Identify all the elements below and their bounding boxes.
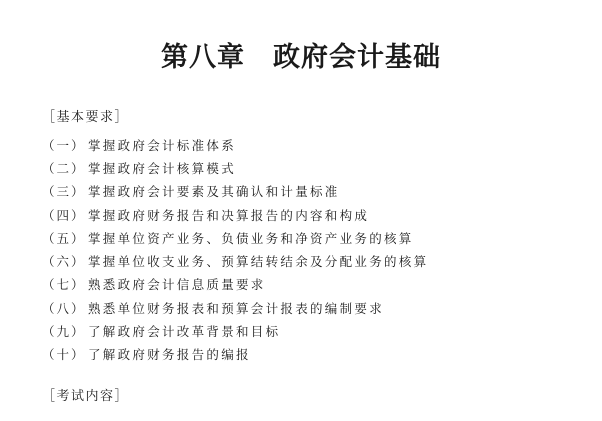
requirement-text: 熟悉政府会计信息质量要求	[88, 277, 266, 293]
heading-open-bracket: ［	[42, 110, 57, 125]
requirement-text: 了解政府财务报告的编报	[88, 347, 251, 363]
requirement-text: 掌握单位收支业务、预算结转结余及分配业务的核算	[88, 254, 429, 270]
basic-requirements-heading	[42, 109, 129, 127]
requirement-number: （十）	[42, 347, 86, 363]
exam-content-heading	[42, 388, 129, 406]
requirement-text: 掌握政府会计标准体系	[88, 137, 237, 153]
requirement-number: （九）	[42, 324, 86, 340]
requirement-number: （六）	[42, 254, 86, 270]
requirement-text: 掌握政府会计核算模式	[88, 160, 237, 176]
exam-content-heading-text: 考试内容	[56, 389, 115, 404]
requirement-item	[42, 249, 428, 272]
requirements-list	[42, 133, 428, 366]
requirement-item	[42, 319, 428, 342]
requirement-number: （三）	[42, 184, 86, 200]
requirement-number: （四）	[42, 207, 86, 223]
requirement-text: 掌握政府会计要素及其确认和计量标准	[88, 184, 340, 200]
basic-requirements-heading-text: 基本要求	[56, 110, 115, 125]
requirement-text: 了解政府会计改革背景和目标	[88, 324, 281, 340]
requirement-item	[42, 156, 428, 179]
heading-close-bracket: ］	[114, 110, 130, 125]
requirement-item	[42, 343, 428, 366]
requirement-item	[42, 273, 428, 296]
requirement-number: （八）	[42, 300, 86, 316]
requirement-text: 掌握政府财务报告和决算报告的内容和构成	[88, 207, 370, 223]
heading-open-bracket: ［	[42, 389, 57, 404]
requirement-item	[42, 203, 428, 226]
requirement-item	[42, 133, 428, 156]
requirement-number: （五）	[42, 230, 86, 246]
requirement-number: （一）	[42, 137, 86, 153]
requirement-text: 熟悉单位财务报表和预算会计报表的编制要求	[88, 300, 385, 316]
requirement-item	[42, 296, 428, 319]
requirement-item	[42, 226, 428, 249]
requirement-number: （七）	[42, 277, 86, 293]
requirement-number: （二）	[42, 160, 86, 176]
requirement-text: 掌握单位资产业务、负债业务和净资产业务的核算	[88, 230, 414, 246]
requirement-item	[42, 180, 428, 203]
chapter-title: 第八章 政府会计基础	[161, 42, 441, 74]
heading-close-bracket: ］	[114, 389, 130, 404]
